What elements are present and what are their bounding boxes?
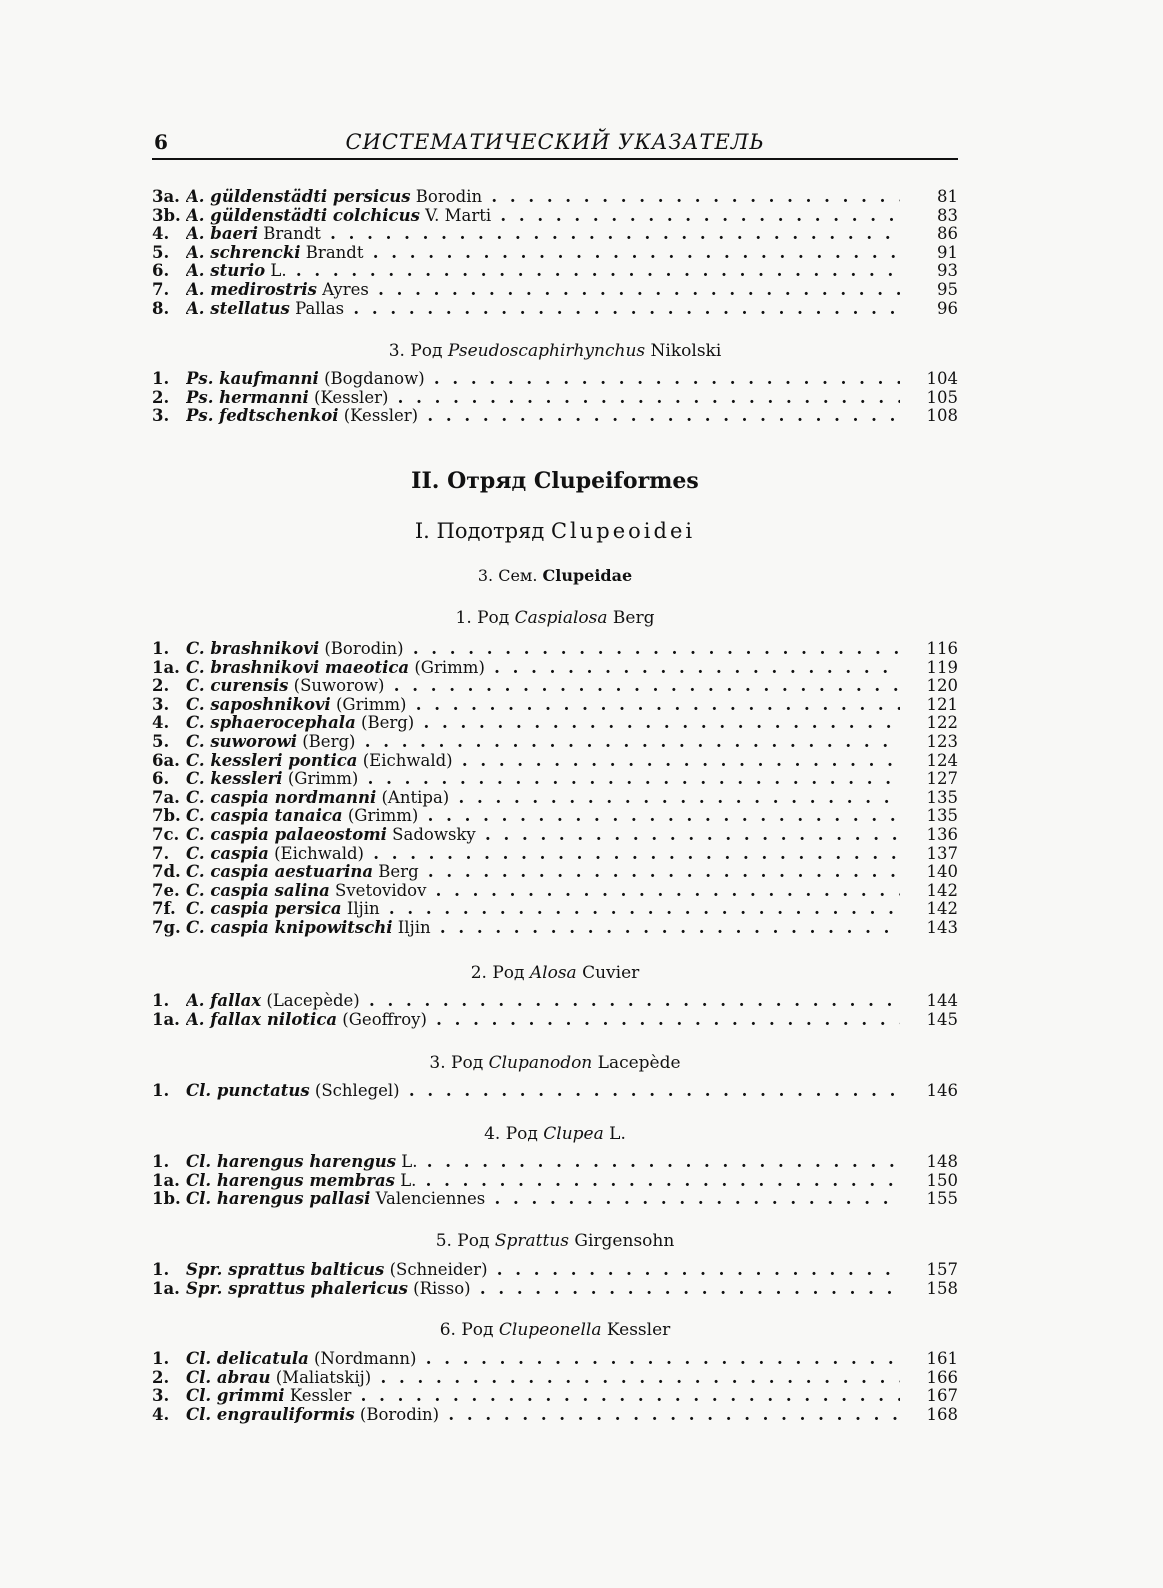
order-name: Clupeiformes bbox=[533, 468, 699, 494]
suborder-heading bbox=[152, 519, 958, 543]
entry-taxon bbox=[186, 261, 900, 280]
entry-number: 1. bbox=[152, 639, 170, 658]
suborder-prefix: I. Подотряд bbox=[414, 519, 551, 543]
index-entry bbox=[152, 243, 958, 262]
entry-page-number: 95 bbox=[937, 280, 958, 299]
entry-number: 2. bbox=[152, 1367, 170, 1387]
entry-number: 1a. bbox=[152, 657, 180, 677]
entry-page-number: 167 bbox=[926, 1386, 958, 1406]
entry-taxon bbox=[186, 187, 900, 206]
genus-heading-prefix: 2. Род bbox=[470, 963, 530, 983]
index-entry bbox=[152, 844, 958, 863]
taxon-name: Spr. sprattus phalericus bbox=[186, 1278, 408, 1298]
entry-page-number: 155 bbox=[926, 1189, 958, 1209]
taxon-name: C. suworowi bbox=[186, 732, 297, 751]
entry-page-number: 144 bbox=[926, 991, 958, 1010]
index-entry bbox=[152, 769, 958, 788]
taxon-name: C. caspia knipowitschi bbox=[186, 918, 393, 937]
genus-heading-name: Pseudoscaphirhynchus bbox=[447, 341, 646, 361]
entry-taxon bbox=[186, 206, 900, 225]
taxon-name: A. güldenstädti persicus bbox=[186, 187, 411, 206]
index-entry bbox=[152, 1386, 958, 1405]
entry-taxon bbox=[186, 991, 900, 1010]
entry-taxon bbox=[186, 806, 900, 825]
entry-number: 7a. bbox=[152, 787, 180, 807]
genus-heading-prefix: 5. Род bbox=[435, 1231, 495, 1251]
index-entry bbox=[152, 369, 958, 388]
entry-number: 2. bbox=[152, 676, 170, 696]
taxon-author: Iljin bbox=[392, 918, 431, 937]
genus-heading-name: Clupanodon bbox=[488, 1053, 593, 1073]
genus-heading-clupeonella bbox=[152, 1320, 958, 1340]
genus-heading-prefix: 3. Род bbox=[429, 1053, 489, 1073]
entry-number: 3. bbox=[152, 406, 170, 426]
index-entry bbox=[152, 658, 958, 677]
taxon-name: C. caspia aestuarina bbox=[186, 862, 374, 882]
entry-taxon bbox=[186, 243, 900, 262]
genus-heading-prefix: 6. Род bbox=[439, 1320, 499, 1340]
index-entry bbox=[152, 1189, 958, 1208]
taxon-author: Brandt bbox=[300, 242, 364, 262]
taxon-author: (Geoffroy) bbox=[337, 1009, 427, 1029]
entry-taxon bbox=[186, 881, 900, 900]
entry-page-number: 116 bbox=[926, 639, 958, 658]
entry-page-number: 137 bbox=[926, 843, 958, 863]
genus-heading-prefix: 4. Род bbox=[484, 1124, 544, 1144]
index-entry bbox=[152, 1279, 958, 1298]
genus-heading-clupea bbox=[152, 1124, 958, 1144]
taxon-author: Berg bbox=[373, 862, 419, 882]
entry-page-number: 91 bbox=[937, 242, 958, 262]
taxon-author: Brandt bbox=[257, 224, 321, 244]
taxon-author: (Kessler) bbox=[308, 387, 389, 407]
taxon-author: (Bogdanow) bbox=[318, 369, 425, 388]
suborder-name: Clupeoidei bbox=[550, 519, 696, 543]
index-entry bbox=[152, 206, 958, 225]
entry-number: 1. bbox=[152, 1260, 170, 1279]
taxon-author: L. bbox=[265, 261, 287, 281]
entry-page-number: 108 bbox=[926, 406, 958, 426]
taxon-name: C. saposhnikovi bbox=[186, 694, 331, 714]
taxon-name: C. caspia tanaica bbox=[186, 806, 343, 826]
entry-number: 2. bbox=[152, 387, 170, 407]
taxon-name: Cl. harengus harengus bbox=[186, 1152, 397, 1171]
page-header bbox=[152, 130, 958, 160]
index-entry bbox=[152, 299, 958, 318]
genus-heading-sprattus bbox=[152, 1231, 958, 1251]
entry-taxon bbox=[186, 1171, 900, 1190]
taxon-author: (Berg) bbox=[355, 713, 415, 733]
genus-heading-author: L. bbox=[603, 1124, 626, 1144]
taxon-author: (Antipa) bbox=[376, 787, 450, 807]
taxon-author: (Eichwald) bbox=[357, 750, 453, 770]
entry-taxon bbox=[186, 406, 900, 425]
genus-heading-author: Lacepède bbox=[592, 1053, 681, 1073]
taxon-name: A. güldenstädti colchicus bbox=[186, 205, 420, 225]
entry-page-number: 161 bbox=[926, 1349, 958, 1368]
taxon-name: Cl. abrau bbox=[186, 1367, 271, 1387]
entry-page-number: 146 bbox=[926, 1081, 958, 1100]
genus-heading-author: Kessler bbox=[601, 1320, 671, 1340]
entry-number: 7f. bbox=[152, 899, 176, 919]
entry-number: 7g. bbox=[152, 918, 181, 937]
entry-page-number: 121 bbox=[926, 694, 958, 714]
taxon-author: (Lacepède) bbox=[261, 991, 360, 1010]
taxon-name: Ps. fedtschenkoi bbox=[186, 406, 339, 426]
index-entry bbox=[152, 676, 958, 695]
index-entry bbox=[152, 713, 958, 732]
index-entry bbox=[152, 991, 958, 1010]
index-entry bbox=[152, 280, 958, 299]
entry-number: 8. bbox=[152, 298, 170, 318]
taxon-author: (Borodin) bbox=[354, 1404, 440, 1424]
taxon-author: (Schneider) bbox=[384, 1260, 488, 1279]
entry-taxon bbox=[186, 1349, 900, 1368]
entry-taxon bbox=[186, 280, 900, 299]
index-entry bbox=[152, 899, 958, 918]
entry-page-number: 119 bbox=[926, 657, 958, 677]
entry-page-number: 158 bbox=[926, 1278, 958, 1298]
taxon-author: Svetovidov bbox=[329, 880, 427, 900]
taxon-author: (Suworow) bbox=[288, 676, 385, 696]
taxon-name: Cl. delicatula bbox=[186, 1349, 309, 1368]
entry-number: 4. bbox=[152, 713, 170, 733]
genus-heading-author: Cuvier bbox=[576, 963, 640, 983]
entry-taxon bbox=[186, 825, 900, 844]
index-entry bbox=[152, 1405, 958, 1424]
entry-taxon bbox=[186, 388, 900, 407]
entry-number: 6. bbox=[152, 261, 170, 281]
taxon-author: (Kessler) bbox=[338, 406, 419, 426]
index-entry bbox=[152, 1368, 958, 1387]
index-entry bbox=[152, 1260, 958, 1279]
genus-heading-prefix: 1. Род bbox=[455, 608, 515, 628]
entry-taxon bbox=[186, 1279, 900, 1298]
entry-number: 1a. bbox=[152, 1278, 180, 1298]
index-entry bbox=[152, 406, 958, 425]
entry-page-number: 86 bbox=[937, 224, 958, 244]
entry-number: 4. bbox=[152, 1404, 170, 1424]
index-entry bbox=[152, 881, 958, 900]
entry-page-number: 145 bbox=[926, 1009, 958, 1029]
taxon-author: Pallas bbox=[289, 298, 345, 318]
taxon-author: V. Marti bbox=[419, 205, 492, 225]
index-entry bbox=[152, 862, 958, 881]
entry-taxon bbox=[186, 769, 900, 788]
entry-taxon bbox=[186, 369, 900, 388]
entry-taxon bbox=[186, 844, 900, 863]
entry-taxon bbox=[186, 224, 900, 243]
genus-heading-clupanodon bbox=[152, 1053, 958, 1073]
entry-page-number: 122 bbox=[926, 713, 958, 733]
entry-number: 5. bbox=[152, 732, 170, 751]
order-prefix: II. Отряд bbox=[411, 468, 534, 494]
entry-page-number: 135 bbox=[926, 787, 958, 807]
entry-taxon bbox=[186, 751, 900, 770]
entry-page-number: 96 bbox=[937, 298, 958, 318]
taxon-name: Ps. kaufmanni bbox=[186, 369, 319, 388]
entry-page-number: 166 bbox=[926, 1367, 958, 1387]
taxon-name: A. medirostris bbox=[186, 280, 317, 299]
genus-heading-caspialosa bbox=[152, 608, 958, 628]
index-entry bbox=[152, 187, 958, 206]
taxon-name: C. kessleri pontica bbox=[186, 750, 358, 770]
taxon-author: (Grimm) bbox=[330, 694, 407, 714]
taxon-name: Cl. harengus membras bbox=[186, 1170, 395, 1190]
taxon-author: (Nordmann) bbox=[308, 1349, 417, 1368]
taxon-name: C. brashnikovi maeotica bbox=[186, 657, 410, 677]
entry-page-number: 157 bbox=[926, 1260, 958, 1279]
taxon-name: Ps. hermanni bbox=[186, 387, 309, 407]
genus-heading-name: Sprattus bbox=[494, 1231, 569, 1251]
entry-taxon bbox=[186, 788, 900, 807]
index-entry bbox=[152, 1152, 958, 1171]
entry-page-number: 104 bbox=[926, 369, 958, 388]
taxon-name: C. sphaerocephala bbox=[186, 713, 356, 733]
entry-number: 7b. bbox=[152, 806, 181, 826]
taxon-author: Ayres bbox=[316, 280, 369, 299]
entry-taxon bbox=[186, 676, 900, 695]
genus-heading-pseudoscaphirhynchus bbox=[152, 341, 958, 361]
taxon-author: Sadowsky bbox=[386, 825, 476, 844]
entry-page-number: 81 bbox=[937, 187, 958, 206]
index-entry bbox=[152, 639, 958, 658]
entry-taxon bbox=[186, 713, 900, 732]
entry-number: 7. bbox=[152, 843, 170, 863]
entry-taxon bbox=[186, 299, 900, 318]
entry-number: 1. bbox=[152, 1081, 170, 1100]
entry-taxon bbox=[186, 899, 900, 918]
genus-heading-name: Alosa bbox=[529, 963, 577, 983]
taxon-name: A. schrencki bbox=[186, 242, 301, 262]
entry-number: 6. bbox=[152, 769, 170, 789]
entry-number: 1. bbox=[152, 1152, 170, 1171]
entry-page-number: 124 bbox=[926, 750, 958, 770]
genus-heading-alosa bbox=[152, 963, 958, 983]
index-entry bbox=[152, 788, 958, 807]
taxon-name: Cl. punctatus bbox=[186, 1081, 310, 1100]
taxon-author: (Risso) bbox=[407, 1278, 471, 1298]
entry-taxon bbox=[186, 658, 900, 677]
genus-heading-name: Clupeonella bbox=[498, 1320, 602, 1340]
taxon-name: A. fallax nilotica bbox=[186, 1009, 338, 1029]
entry-page-number: 93 bbox=[937, 261, 958, 281]
entry-number: 7. bbox=[152, 280, 170, 299]
taxon-name: C. caspia nordmanni bbox=[186, 787, 377, 807]
index-entry bbox=[152, 695, 958, 714]
taxon-author: (Grimm) bbox=[282, 769, 359, 789]
index-entry bbox=[152, 732, 958, 751]
taxon-name: Spr. sprattus balticus bbox=[186, 1260, 385, 1279]
entry-page-number: 123 bbox=[926, 732, 958, 751]
taxon-name: C. caspia palaeostomi bbox=[186, 825, 387, 844]
family-name: Clupeidae bbox=[542, 566, 633, 585]
entry-number: 1. bbox=[152, 1349, 170, 1368]
genus-heading-name: Clupea bbox=[543, 1124, 604, 1144]
taxon-author: L. bbox=[394, 1170, 417, 1190]
entry-page-number: 143 bbox=[926, 918, 958, 937]
entry-number: 1a. bbox=[152, 1170, 180, 1190]
taxon-author: (Grimm) bbox=[409, 657, 485, 677]
entry-taxon bbox=[186, 1405, 900, 1424]
taxon-name: C. caspia bbox=[186, 843, 269, 863]
order-heading bbox=[152, 468, 958, 494]
entry-page-number: 150 bbox=[926, 1170, 958, 1190]
entry-taxon bbox=[186, 1152, 900, 1171]
taxon-name: C. curensis bbox=[186, 676, 289, 696]
entry-page-number: 83 bbox=[937, 205, 958, 225]
taxon-name: Cl. harengus pallasi bbox=[186, 1189, 371, 1209]
index-entry bbox=[152, 261, 958, 280]
entry-number: 1b. bbox=[152, 1189, 181, 1209]
genus-heading-author: Nikolski bbox=[645, 341, 722, 361]
index-entry bbox=[152, 1171, 958, 1190]
entry-number: 7e. bbox=[152, 880, 180, 900]
taxon-name: C. caspia salina bbox=[186, 880, 330, 900]
entry-page-number: 142 bbox=[926, 880, 958, 900]
taxon-author: (Berg) bbox=[297, 732, 356, 751]
entry-taxon bbox=[186, 1368, 900, 1387]
taxon-author: Kessler bbox=[284, 1386, 352, 1406]
entry-taxon bbox=[186, 1260, 900, 1279]
entry-number: 1a. bbox=[152, 1009, 180, 1029]
entry-number: 3. bbox=[152, 694, 170, 714]
index-entry bbox=[152, 918, 958, 937]
index-entry bbox=[152, 806, 958, 825]
taxon-author: (Schlegel) bbox=[309, 1081, 400, 1100]
taxon-name: A. fallax bbox=[186, 991, 262, 1010]
taxon-author: Borodin bbox=[410, 187, 483, 206]
entry-number: 7c. bbox=[152, 825, 180, 844]
entry-page-number: 135 bbox=[926, 806, 958, 826]
taxon-name: C. brashnikovi bbox=[186, 639, 320, 658]
taxon-name: Cl. grimmi bbox=[186, 1386, 285, 1406]
page-number: 6 bbox=[154, 130, 168, 154]
taxon-author: (Eichwald) bbox=[268, 843, 364, 863]
index-entry bbox=[152, 388, 958, 407]
entry-number: 1. bbox=[152, 991, 170, 1010]
index-entry bbox=[152, 1349, 958, 1368]
entry-taxon bbox=[186, 1010, 900, 1029]
taxon-name: A. stellatus bbox=[186, 298, 290, 318]
entry-taxon bbox=[186, 695, 900, 714]
family-heading bbox=[152, 566, 958, 585]
genus-heading-prefix: 3. Род bbox=[388, 341, 448, 361]
taxon-author: Iljin bbox=[341, 899, 380, 919]
index-entry bbox=[152, 224, 958, 243]
genus-heading-author: Girgensohn bbox=[569, 1231, 675, 1251]
entry-page-number: 140 bbox=[926, 862, 958, 882]
entry-page-number: 136 bbox=[926, 825, 958, 844]
taxon-author: (Maliatskij) bbox=[270, 1367, 372, 1387]
entry-number: 3. bbox=[152, 1386, 170, 1406]
entry-taxon bbox=[186, 1189, 900, 1208]
entry-number: 5. bbox=[152, 242, 170, 262]
entry-taxon bbox=[186, 1386, 900, 1405]
entry-number: 4. bbox=[152, 224, 170, 244]
entry-number: 7d. bbox=[152, 862, 181, 882]
taxon-name: A. baeri bbox=[186, 224, 258, 244]
taxon-name: Cl. engrauliformis bbox=[186, 1404, 355, 1424]
genus-heading-author: Berg bbox=[607, 608, 655, 628]
running-title: СИСТЕМАТИЧЕСКИЙ УКАЗАТЕЛЬ bbox=[345, 130, 765, 154]
taxon-author: L. bbox=[396, 1152, 418, 1171]
entry-number: 1. bbox=[152, 369, 170, 388]
index-entry bbox=[152, 751, 958, 770]
entry-taxon bbox=[186, 918, 900, 937]
entry-taxon bbox=[186, 862, 900, 881]
entry-taxon bbox=[186, 732, 900, 751]
entry-taxon bbox=[186, 1081, 900, 1100]
entry-taxon bbox=[186, 639, 900, 658]
entry-number: 6a. bbox=[152, 750, 180, 770]
taxon-name: A. sturio bbox=[186, 261, 266, 281]
taxon-author: (Borodin) bbox=[319, 639, 404, 658]
taxon-name: C. caspia persica bbox=[186, 899, 342, 919]
entry-page-number: 142 bbox=[926, 899, 958, 919]
taxon-name: C. kessleri bbox=[186, 769, 283, 789]
genus-heading-name: Caspialosa bbox=[514, 608, 608, 628]
entry-number: 3b. bbox=[152, 205, 181, 225]
entry-number: 3a. bbox=[152, 187, 180, 206]
entry-page-number: 168 bbox=[926, 1404, 958, 1424]
index-entry bbox=[152, 825, 958, 844]
entry-page-number: 105 bbox=[926, 387, 958, 407]
taxon-author: Valenciennes bbox=[370, 1189, 486, 1209]
entry-page-number: 148 bbox=[926, 1152, 958, 1171]
entry-page-number: 120 bbox=[926, 676, 958, 696]
entry-page-number: 127 bbox=[926, 769, 958, 789]
index-entry bbox=[152, 1010, 958, 1029]
family-prefix: 3. Сем. bbox=[477, 566, 543, 585]
index-entry bbox=[152, 1081, 958, 1100]
taxon-author: (Grimm) bbox=[342, 806, 419, 826]
